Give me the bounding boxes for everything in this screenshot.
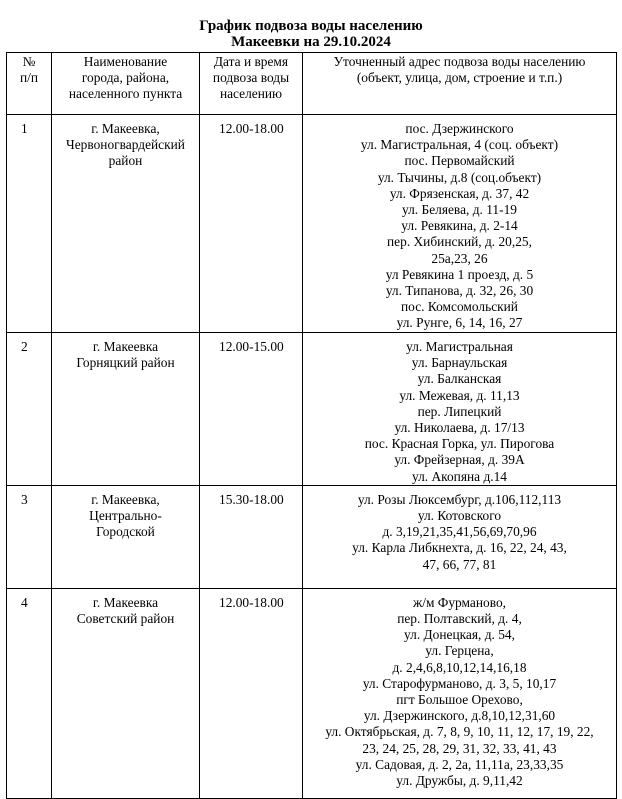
table-row	[7, 485, 617, 588]
address-line: ул Ревякина 1 проезд, д. 5	[385, 266, 534, 282]
district-name-line: Центрально-	[89, 508, 162, 524]
district-name-line: район	[108, 153, 143, 169]
address-line: ул. Тычины, д.8 (соц.объект)	[377, 169, 542, 185]
address-line: ж/м Фурманово,	[412, 594, 507, 610]
district-name	[52, 588, 200, 798]
address-line: ул. Барнаульская	[411, 355, 508, 371]
header-name: Наименование города, района, населенного пункта	[52, 53, 200, 115]
address-line: 23, 24, 25, 28, 29, 31, 32, 33, 41, 43	[362, 740, 557, 756]
title-line-2: Макеевки на 29.10.2024	[231, 34, 391, 50]
address-line: ул. Фрейзерная, д. 39А	[394, 452, 525, 468]
water-schedule-table	[6, 52, 617, 799]
address-line: пгт Большое Орехово,	[396, 692, 523, 708]
address-line: ул. Октябрьская, д. 7, 8, 9, 10, 11, 12, 17, 19, 22,	[325, 724, 594, 740]
district-name	[52, 115, 200, 333]
district-name-line: Горняцкий район	[76, 355, 175, 371]
address-list	[303, 588, 617, 798]
address-line: 25а,23, 26	[431, 250, 488, 266]
address-list	[303, 115, 617, 333]
row-number: 1	[7, 115, 52, 333]
header-address: Уточненный адрес подвоза воды населению (объект, улица, дом, строение и т.п.)	[303, 53, 617, 115]
address-line: пос. Красная Горка, ул. Пирогова	[364, 436, 555, 452]
address-line: ул. Дружбы, д. 9,11,42	[396, 773, 523, 789]
address-line: ул. Николаева, д. 17/13	[394, 420, 525, 436]
address-line: пер. Липецкий	[417, 403, 502, 419]
address-line: пер. Хибинский, д. 20,25,	[387, 234, 532, 250]
address-line: ул. Рунге, 6, 14, 16, 27	[396, 315, 523, 331]
delivery-time: 15.30-18.00	[200, 485, 303, 588]
district-name-line: г. Макеевка	[92, 339, 159, 354]
address-line: 47, 66, 77, 81	[422, 556, 497, 572]
table-row	[7, 333, 617, 486]
address-line: ул. Розы Люксембург, д.106,112,113	[357, 491, 562, 507]
row-number: 4	[7, 588, 52, 798]
address-list	[303, 333, 617, 486]
document-title	[0, 18, 622, 50]
district-name-line: г. Макеевка,	[91, 121, 160, 136]
address-line: ул. Садовая, д. 2, 2а, 11,11а, 23,33,35	[355, 756, 564, 772]
delivery-time: 12.00-18.00	[200, 588, 303, 798]
district-name	[52, 333, 200, 486]
address-line: ул. Донецкая, д. 54,	[404, 627, 515, 643]
table-row	[7, 115, 617, 333]
table-row	[7, 588, 617, 798]
address-line: ул. Ревякина, д. 2-14	[401, 218, 518, 234]
address-line: ул. Межевая, д. 11,13	[399, 387, 520, 403]
address-line: ул. Котовского	[417, 508, 502, 524]
address-line: ул. Карла Либкнехта, д. 16, 22, 24, 43,	[352, 540, 567, 556]
address-line: ул. Типанова, д. 32, 26, 30	[385, 283, 534, 299]
delivery-time: 12.00-15.00	[200, 333, 303, 486]
address-line: ул. Старофурманово, д. 3, 5, 10,17	[362, 675, 557, 691]
address-line: пос. Дзержинского	[405, 121, 514, 136]
header-number: № п/п	[7, 53, 52, 115]
district-name-line: Городской	[96, 524, 155, 540]
district-name	[52, 485, 200, 588]
header-row	[7, 53, 617, 115]
address-line: ул. Фрязенская, д. 37, 42	[389, 185, 530, 201]
header-time: Дата и время подвоза воды населению	[200, 53, 303, 115]
address-line: ул. Дзержинского, д.8,10,12,31,60	[363, 708, 556, 724]
address-line: д. 2,4,6,8,10,12,14,16,18	[392, 659, 527, 675]
district-name-line: г. Макеевка,	[91, 491, 160, 507]
title-line-1: График подвоза воды населению	[199, 18, 423, 34]
delivery-time: 12.00-18.00	[200, 115, 303, 333]
address-line: пос. Первомайский	[404, 153, 515, 169]
address-line: ул. Акопяна д.14	[411, 468, 507, 484]
address-line: пос. Комсомольский	[401, 299, 518, 315]
district-name-line: Червоногвардейский	[66, 137, 185, 153]
address-line: ул. Герцена,	[425, 643, 494, 659]
address-list	[303, 485, 617, 588]
address-line: ул. Магистральная, 4 (соц. объект)	[360, 137, 559, 153]
address-line: ул. Балканская	[417, 371, 502, 387]
district-name-line: г. Макеевка	[92, 594, 159, 610]
district-name-line: Советский район	[76, 611, 175, 627]
address-line: д. 3,19,21,35,41,56,69,70,96	[382, 524, 537, 540]
address-line: ул. Беляева, д. 11-19	[402, 202, 517, 218]
row-number: 3	[7, 485, 52, 588]
row-number: 2	[7, 333, 52, 486]
address-line: пер. Полтавский, д. 4,	[397, 611, 522, 627]
address-line: ул. Магистральная	[406, 339, 513, 354]
